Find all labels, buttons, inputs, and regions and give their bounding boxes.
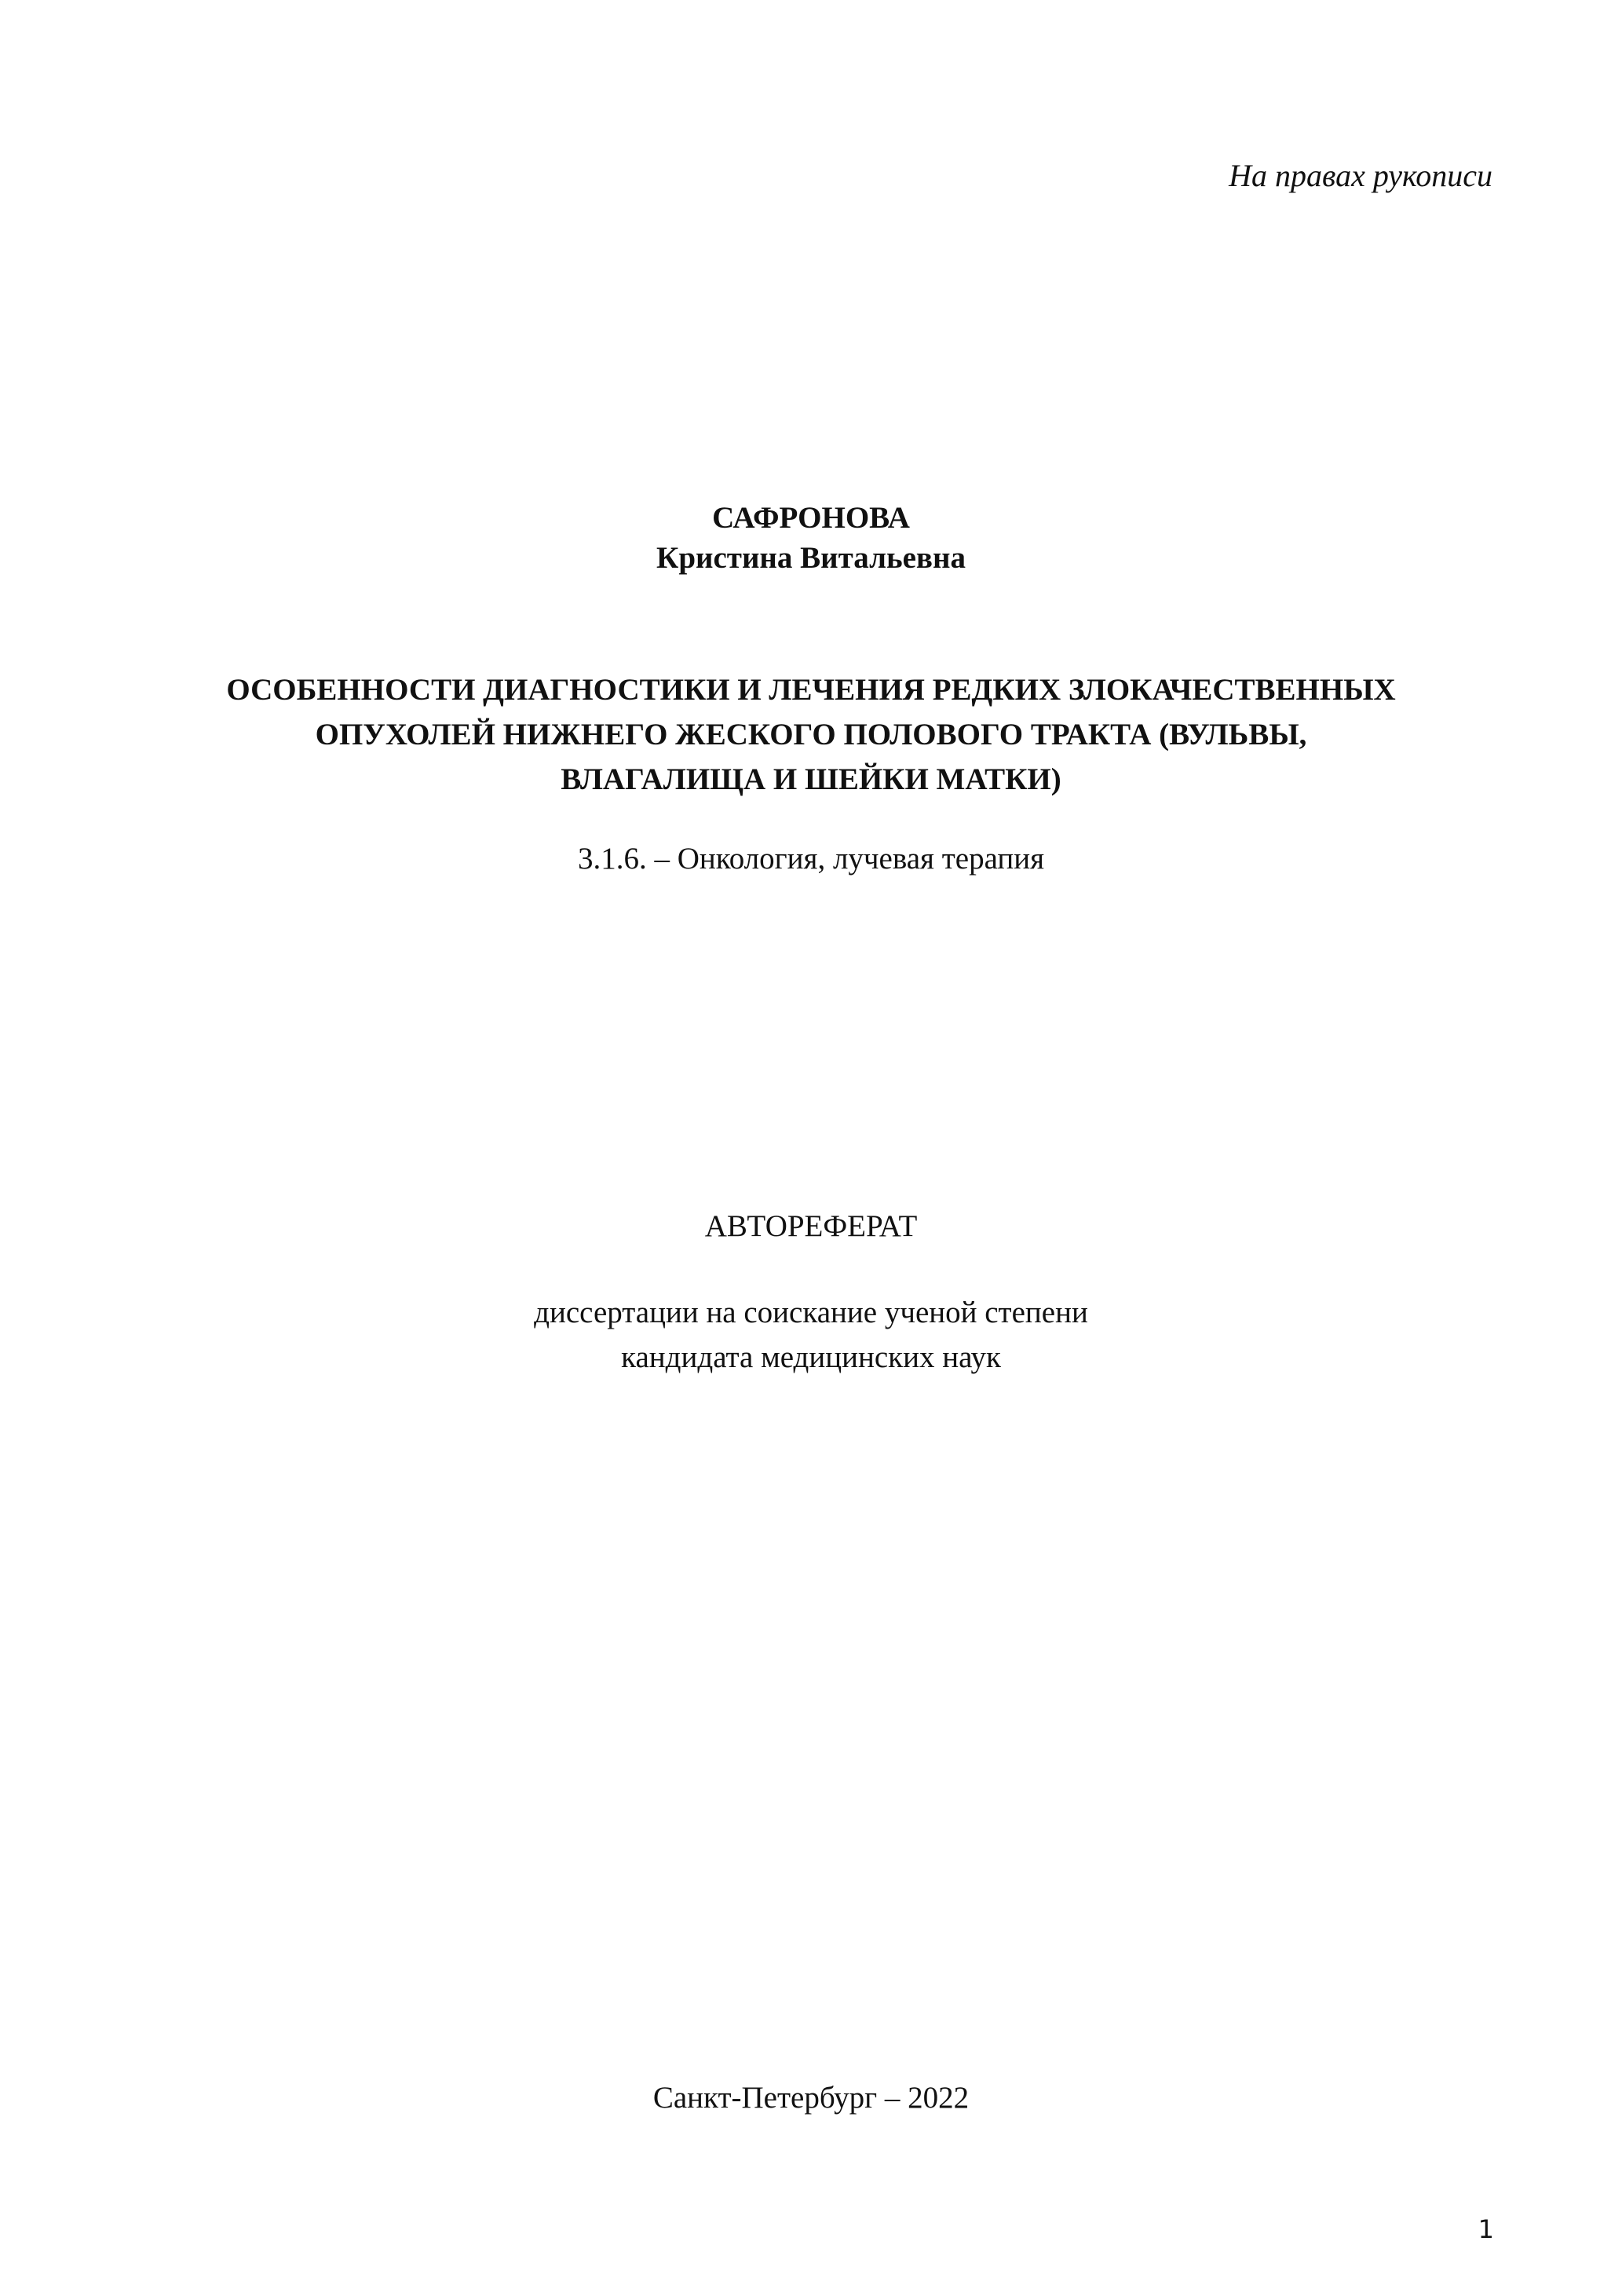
author-surname: САФРОНОВА	[712, 501, 910, 535]
title-line-1: ОСОБЕННОСТИ ДИАГНОСТИКИ И ЛЕЧЕНИЯ РЕДКИХ ЗЛОКАЧЕСТВЕННЫХ	[226, 673, 1396, 707]
dissertation-title	[0, 667, 1622, 802]
document-type: АВТОРЕФЕРАТ	[704, 1209, 918, 1243]
specialty-code: 3.1.6. – Онкология, лучевая терапия	[577, 842, 1045, 876]
degree-line-2: кандидата медицинских наук	[621, 1340, 1001, 1374]
title-line-2: ОПУХОЛЕЙ НИЖНЕГО ЖЕСКОГО ПОЛОВОГО ТРАКТА (ВУЛЬВЫ,	[315, 718, 1307, 751]
city-year: Санкт-Петербург – 2022	[652, 2081, 970, 2115]
manuscript-note: На правах рукописи	[1229, 158, 1492, 193]
page-number: 1	[1478, 2214, 1494, 2244]
degree-line-1: диссертации на соискание ученой степени	[534, 1296, 1088, 1329]
author-given-names: Кристина Витальевна	[656, 541, 966, 575]
title-line-3: ВЛАГАЛИЩА И ШЕЙКИ МАТКИ)	[561, 762, 1061, 796]
